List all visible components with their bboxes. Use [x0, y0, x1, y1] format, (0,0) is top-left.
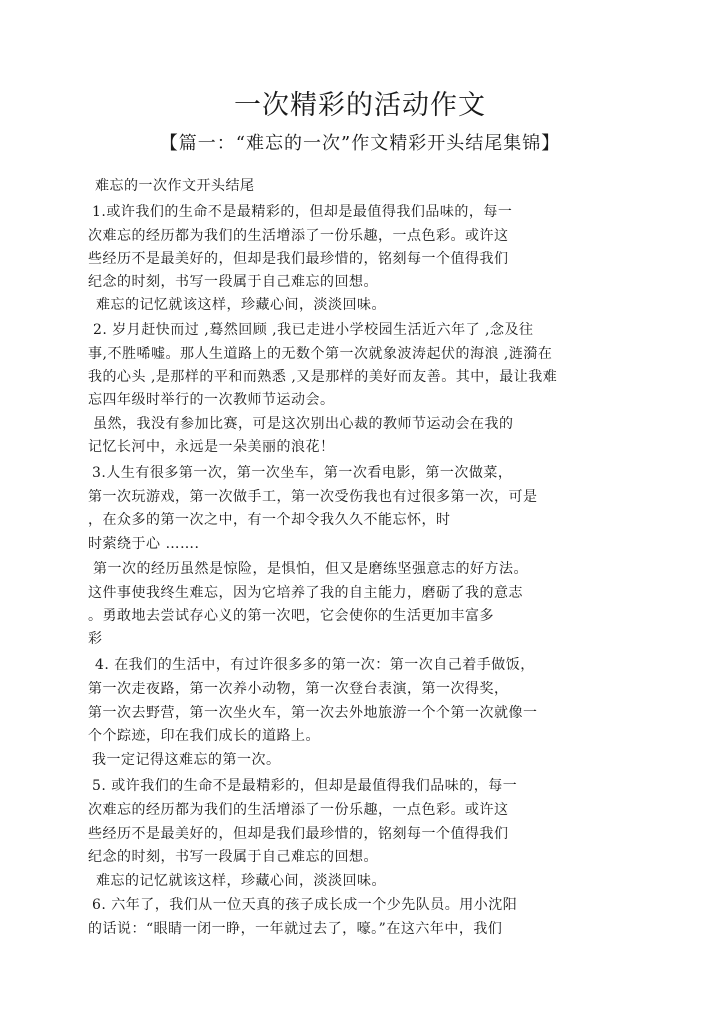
paragraph-line: 纪念的时刻，书写一段属于自己难忘的回想。	[88, 274, 378, 290]
paragraph-line: 我的心头 ,是那样的平和而熟悉 ,又是那样的美好而友善。其中，最让我难	[88, 369, 558, 385]
paragraph-line: 我一定记得这难忘的第一次。	[92, 752, 281, 768]
page-subtitle: 【篇一：“难忘的一次”作文精彩开头结尾集锦】	[159, 133, 561, 154]
paragraph-line: 第一次去野营，第一次坐火车，第一次去外地旅游一个个第一次就像一	[88, 705, 538, 721]
paragraph-line: 些经历不是最美好的，但却是我们最珍惜的，铭刻每一个值得我们	[88, 251, 509, 267]
paragraph-line: 的话说：“眼睛一闭一睁，一年就过去了，嚎。”在这六年中，我们	[88, 921, 503, 937]
paragraph-line: 第一次的经历虽然是惊险，是惧怕，但又是磨练坚强意志的好方法。	[93, 561, 528, 577]
paragraph-line: 记忆长河中，永远是一朵美丽的浪花！	[88, 439, 335, 455]
paragraph-line: 难忘的记忆就该这样，珍藏心间，淡淡回味。	[96, 873, 386, 889]
paragraph-line: 第一次玩游戏，第一次做手工，第一次受伤我也有过很多第一次，可是	[88, 489, 538, 505]
paragraph-line: 这件事使我终生难忘，因为它培养了我的自主能力，磨砺了我的意志	[88, 585, 523, 601]
paragraph-line: 1.或许我们的生命不是最精彩的，但却是最值得我们品味的，每一	[92, 204, 513, 220]
paragraph-line: 5. 或许我们的生命不是最精彩的，但却是最值得我们品味的，每一	[92, 778, 518, 794]
paragraph-line: 纪念的时刻，书写一段属于自己难忘的回想。	[88, 849, 378, 865]
paragraph-line: 次难忘的经历都为我们的生活增添了一份乐趣，一点色彩。或许这	[88, 228, 509, 244]
paragraph-line: 难忘的一次作文开头结尾	[95, 178, 255, 194]
paragraph-line: 3.人生有很多第一次，第一次坐车，第一次看电影，第一次做菜，	[92, 465, 513, 481]
paragraph-line: 时萦绕于心 …….	[88, 536, 200, 552]
paragraph-line: 彩	[88, 631, 103, 647]
paragraph-line: 事,不胜唏嘘。那人生道路上的无数个第一次就象波涛起伏的海浪 ,涟漪在	[88, 346, 553, 362]
paragraph-line: 次难忘的经历都为我们的生活增添了一份乐趣，一点色彩。或许这	[88, 802, 509, 818]
paragraph-line: 个个踪迹，印在我们成长的道路上。	[88, 728, 320, 744]
paragraph-line: 6. 六年了，我们从一位天真的孩子成长成一个少先队员。用小沈阳	[92, 897, 518, 913]
page-title: 一次精彩的活动作文	[234, 90, 486, 121]
paragraph-line: 忘四年级时举行的一次教师节运动会。	[88, 392, 335, 408]
paragraph-line: ，在众多的第一次之中，有一个却令我久久不能忘怀，时	[88, 512, 451, 528]
paragraph-line: 些经历不是最美好的，但却是我们最珍惜的，铭刻每一个值得我们	[88, 826, 509, 842]
paragraph-line: 4. 在我们的生活中，有过许很多多的第一次：第一次自己着手做饭，	[95, 657, 535, 673]
paragraph-line: 2. 岁月赶快而过 ,蓦然回顾 ,我已走进小学校园生活近六年了 ,念及往	[93, 322, 534, 338]
paragraph-line: 第一次走夜路，第一次养小动物，第一次登台表演，第一次得奖，	[88, 681, 509, 697]
paragraph-line: 虽然，我没有参加比赛，可是这次别出心裁的教师节运动会在我的	[93, 416, 514, 432]
paragraph-line: 难忘的记忆就该这样，珍藏心间，淡淡回味。	[96, 297, 386, 313]
paragraph-line: 。勇敢地去尝试存心义的第一次吧，它会使你的生活更加丰富多	[88, 608, 494, 624]
